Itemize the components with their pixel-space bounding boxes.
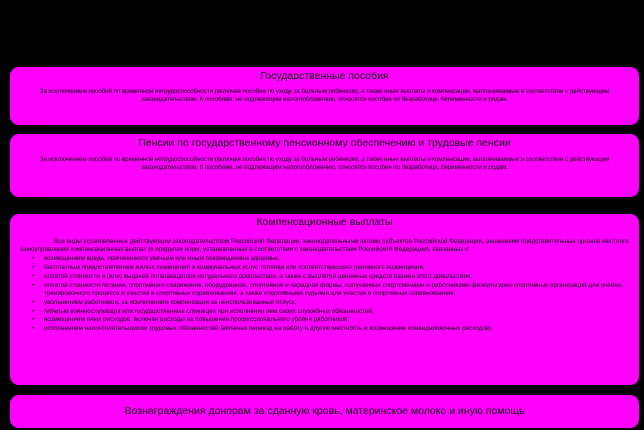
list-item (32, 299, 629, 307)
list-item (32, 308, 629, 316)
compensation-block (10, 214, 639, 385)
pensions-title: Пенсии по государственному пенсионному обеспечению и трудовые пенсии (138, 137, 511, 149)
donors-block (10, 395, 639, 428)
bullet-icon: • (32, 299, 35, 306)
list-item-text: исполнением налогоплательщиком трудовых обязанностей (включая переезд на работу в другую местность и возмещение командировочных расходов). (44, 325, 494, 333)
bullet-icon: • (32, 308, 35, 315)
bullet-icon: • (32, 317, 35, 324)
list-item (32, 255, 629, 263)
list-item-text: оплатой стоимости питания, спортивного снаряжения, оборудования, спортивной и парадной формы, получаемых спортсменами и работниками физкультурно-спортивных организаций для учебно-тренировочного процесса и участия в спортивных соревнованиях, а также спортивными судьями для участия в спортивных соревнованиях; (44, 281, 624, 297)
bullet-icon: • (32, 256, 35, 263)
list-item (32, 264, 629, 272)
bullet-icon: • (32, 282, 35, 289)
donors-title: Вознаграждения донорам за сданную кровь, материнское молоко и иную помощь (124, 405, 525, 417)
list-item (32, 273, 629, 281)
list-item-text: возмещением иных расходов, включая расходы на повышение профессионального уровня работников; (44, 316, 349, 324)
list-item-text: бесплатным предоставлением жилых помещений и коммунальных услуг, топлива или соответствующего денежного возмещения; (44, 264, 425, 272)
compensation-list (20, 255, 629, 333)
list-item-text: оплатой стоимости и (или) выдачей полагающегося натурального довольствия, а также с выплатой денежных средств взамен этого довольствия; (44, 273, 473, 280)
bullet-icon: • (32, 274, 35, 280)
bullet-icon: • (32, 265, 35, 272)
pensions-block (10, 134, 639, 197)
state-benefits-title: Государственные пособия (260, 70, 389, 82)
list-item (32, 316, 629, 324)
list-item-text: гибелью военнослужащих или государственных служащих при исполнении ими своих служебных обязанностей; (44, 307, 374, 315)
list-item-text: возмещением вреда, причиненного увечьем или иным повреждением здоровья; (44, 255, 280, 263)
state-benefits-text: За исключением пособий по временной нетрудоспособности (включая пособие по уходу за больным ребенком), а также иные выплаты и компенсации, выплачиваемые в соответствии с действующим законодательством. К пособиям, не подлежащим налогообложению, относятся пособия по безработице, беременности и родам. (39, 88, 610, 104)
compensation-title: Компенсационные выплаты (256, 216, 393, 228)
list-item-text: увольнением работников, за исключением компенсации за неиспользованный отпуск; (44, 298, 297, 306)
state-benefits-block (10, 67, 639, 125)
pensions-text: За исключением пособий по временной нетрудоспособности (включая пособие по уходу за больным ребенком), а также иные выплаты и компенсации, выплачиваемые в соответствии с действующим законодательством. К пособиям, не подлежащим налогообложению, относятся пособия по безработице, беременности и родам. (39, 156, 610, 172)
list-item (32, 282, 629, 298)
compensation-intro: Все виды установленных действующим законодательством Российской Федерации, законодательными актами субъектов Российской Федерации, решениями представительных органов местного самоуправления компенсационных выплат (в пределах норм, установленных в соответствии с законодательством Российской Федерации), связанных с: (20, 238, 629, 254)
bullet-icon: • (32, 326, 35, 333)
list-item (32, 325, 629, 333)
